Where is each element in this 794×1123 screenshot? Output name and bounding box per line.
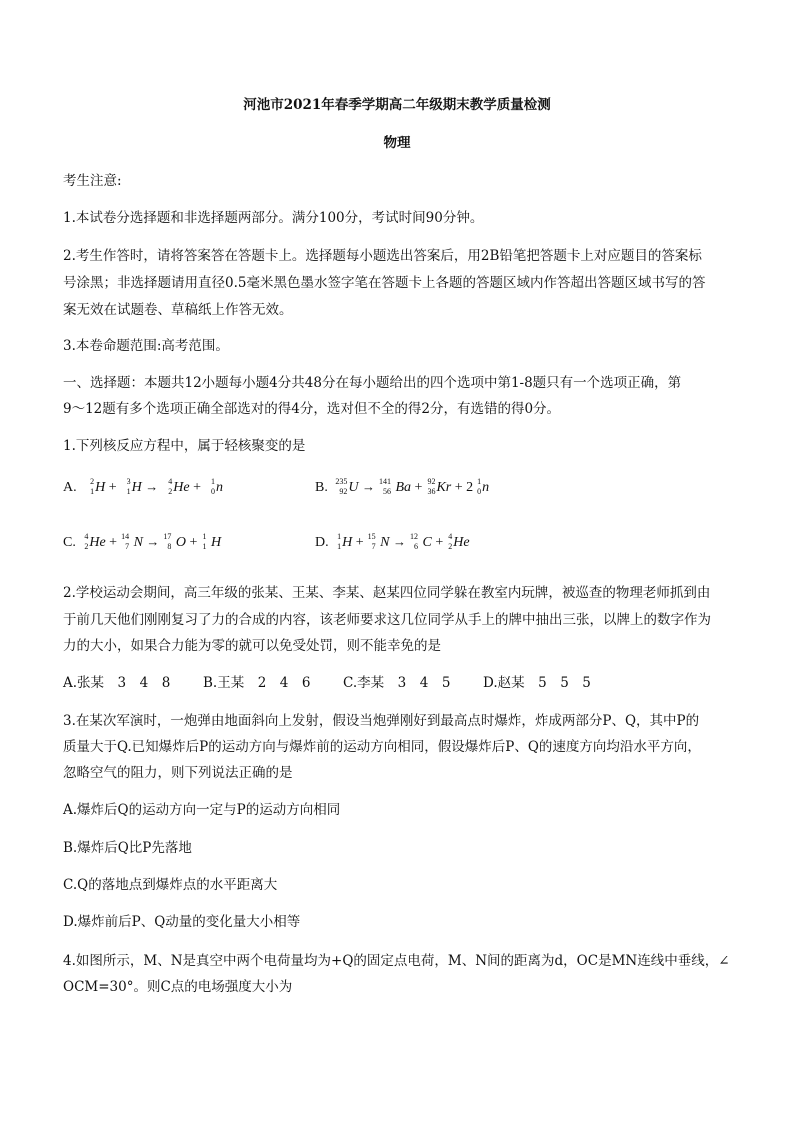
section-1-instructions-line-2: 9～12题有多个选项正确全部选对的得4分，选对但不全的得2分，有选错的得0分。 [63,401,561,417]
question-2-option-a: A.张某 3 4 8 [63,675,171,691]
question-1-option-a: A. 2 1 H + 3 1 H → 4 2 He + 1 0 n [63,477,224,496]
notice-item-1: 1.本试卷分选择题和非选择题两部分。满分100分，考试时间90分钟。 [63,210,484,226]
question-2-line-2: 于前几天他们刚刚复习了力的合成的内容，该老师要求这几位同学从手上的牌中抽出三张，以牌上的数字作为 [63,612,711,628]
question-3-line-1: 3.在某次军演时，一炮弹由地面斜向上发射，假设当炮弹刚好到最高点时爆炸，炸成两部分P、Q，其中P的 [63,713,700,729]
question-3-line-2: 质量大于Q.已知爆炸后P的运动方向与爆炸前的运动方向相同，假设爆炸后P、Q的速度方向均沿水平方向， [63,739,701,755]
question-2-option-c: C.李某 3 4 5 [343,675,451,691]
subject-title: 物理 [383,135,411,151]
notice-item-2-line-3: 案无效在试题卷、草稿纸上作答无效。 [63,302,293,318]
question-1-stem: 1.下列核反应方程中，属于轻核聚变的是 [63,438,306,454]
option-b-label: B. [315,480,328,495]
question-2-options [63,671,591,691]
option-d-label: D. [315,535,329,550]
section-1-instructions-line-1: 一、选择题：本题共12小题每小题4分共48分在每小题给出的四个选项中第1-8题只有一个选项正确，第 [63,375,682,391]
question-3-option-c: C.Q的落地点到爆炸点的水平距离大 [63,877,278,893]
option-c-label: C. [63,535,76,550]
question-2-option-b: B.王某 2 4 6 [203,675,311,691]
question-3-option-b: B.爆炸后Q比P先落地 [63,840,192,856]
exam-title: 河池市2021年春季学期高二年级期末教学质量检测 [243,97,551,113]
question-4-line-2: OCM=30°。则C点的电场强度大小为 [63,979,293,995]
question-1-option-c: C. 4 2 He + 14 7 N → 17 8 O + 1 1 H [63,532,222,551]
question-2-option-d: D.赵某 5 5 5 [483,675,591,691]
notice-heading: 考生注意: [63,173,122,189]
notice-item-2-line-1: 2.考生作答时，请将答案答在答题卡上。选择题每小题选出答案后，用2B铅笔把答题卡上对应题目的答案标 [63,248,702,264]
question-2-line-3: 力的大小，如果合力能为零的就可以免受处罚，则不能幸免的是 [63,638,441,654]
question-3-option-a: A.爆炸后Q的运动方向一定与P的运动方向相同 [63,802,341,818]
question-3-line-3: 忽略空气的阻力，则下列说法正确的是 [63,765,293,781]
question-4-line-1: 4.如图所示，M、N是真空中两个电荷量均为+Q的固定点电荷，M、N间的距离为d，OC是MN连线中垂线，∠ [63,953,730,969]
question-3-option-d: D.爆炸前后P、Q动量的变化量大小相等 [63,914,301,930]
question-2-line-1: 2.学校运动会期间，高三年级的张某、王某、李某、赵某四位同学躲在教室内玩牌，被巡查的物理老师抓到由 [63,585,711,601]
question-1-option-d: D. 1 1 H + 15 7 N → 12 6 C + 4 2 He [315,532,470,551]
notice-item-2-line-2: 号涂黑；非选择题请用直径0.5毫米黑色墨水签字笔在答题卡上各题的答题区域内作答超出答题区域书写的答 [63,275,706,291]
option-a-label: A. [63,480,77,495]
question-1-option-b: B. 235 92 U → 141 56 Ba + 92 36 Kr + 2 1 0 n [315,477,490,496]
notice-item-3: 3.本卷命题范围:高考范围。 [63,338,229,354]
